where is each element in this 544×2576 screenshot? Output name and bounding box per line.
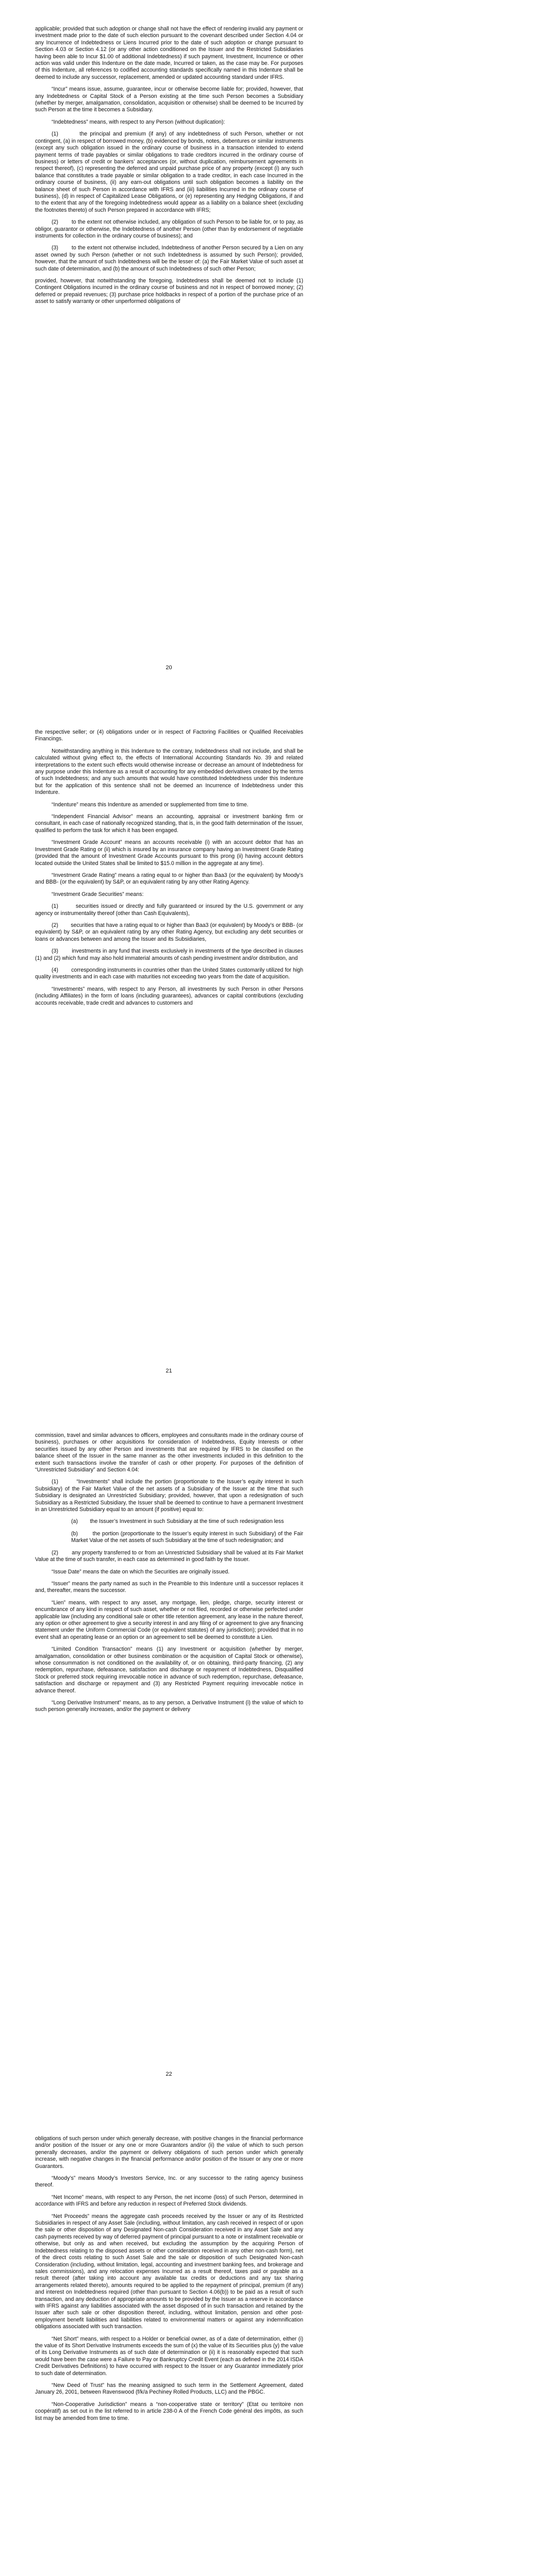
definition-investment-grade-rating: “Investment Grade Rating” means a rating equal to or higher than Baa3 (or the equivalent) by Moody’s and BBB- (or the equivalent) by S&P, or an equivalent rating by any other Rating Agency. xyxy=(35,872,303,886)
definition-incur: “Incur” means issue, assume, guarantee, incur or otherwise become liable for; provided, however, that any Indebtedness or Capital Stock of a Person existing at the time such Person becomes a Subsidiary (whether by merger, amalgamation, consolidation, acquisition or otherwise) shall be deemed to be Incurred by such Person at the time it becomes a Subsidiary. xyxy=(35,86,303,113)
definition-investment-grade-securities: “Investment Grade Securities” means: xyxy=(52,891,144,897)
clause-item: (1) “Investments” shall include the portion (proportionate to the Issuer’s equity interest in such Subsidiary) of the Fair Market Value of the net assets of a Subsidiary of the Issuer at the time that such Subsidiary is designated an Unrestricted Subsidiary; provided, however, that upon a redesignation of such Subsidiary as a Restricted Subsidiary, the Issuer shall be deemed to continue to have a permanent Investment in an Unrestricted Subsidiary equal to an amount (if positive) equal to: xyxy=(35,1479,303,1513)
clause-item: (2) to the extent not otherwise included, any obligation of such Person to be liable for, or to pay, as obligor, guarantor or otherwise, the Indebtedness of another Person (other than by endorsement of negotiable instruments for collection in the ordinary course of business); and xyxy=(35,219,303,239)
definition-moodys: “Moody’s” means Moody’s Investors Service, Inc. or any successor to the rating agency business thereof. xyxy=(35,2175,303,2189)
page-number: 22 xyxy=(166,2071,172,2077)
paragraph: the respective seller; or (4) obligations under or in respect of Factoring Facilities or Qualified Receivables Financings. xyxy=(35,729,303,742)
clause-item: (2) securities that have a rating equal to or higher than Baa3 (or equivalent) by Moody’s or BBB- (or equivalent) by S&P, or an equivalent rating by any other Rating Agency, but excluding any debt securities or loans or advances between and among the Issuer and its Subsidiaries, xyxy=(35,922,303,942)
definition-non-cooperative-jurisdiction: “Non-Cooperative Jurisdiction” means a “non-cooperative state or territory” (Etat ou territoire non coopératif) as set out in the list referred to in article 238-0 A of the French Code général des impôts, as such list may be amended from time to time. xyxy=(35,2401,303,2421)
page-body xyxy=(35,26,303,311)
definition-investment-grade-account: “Investment Grade Account” means an accounts receivable (i) with an account debtor that has an Investment Grade Rating or (ii) which is insured by an insurance company having an Investment Grade Rating (provided that the amount of Investment Grade Accounts pursuant to this prong (ii) having account debtors located outside the United States shall be limited to $15.0 million in the aggregate at any time). xyxy=(35,839,303,867)
document-page xyxy=(0,2110,544,2576)
paragraph: commission, travel and similar advances to officers, employees and consultants made in the ordinary course of business), purchases or other acquisitions for consideration of Indebtedness, Equity Interests or other securities issued by any other Person and investments that are required by IFRS to be classified on the balance sheet of the Issuer in the same manner as the other investments included in this definition to the extent such transactions involve the transfer of cash or other property. For purposes of the definition of “Unrestricted Subsidiary” and Section 4.04: xyxy=(35,1432,303,1473)
page-number: 20 xyxy=(166,665,172,671)
paragraph: Notwithstanding anything in this Indenture to the contrary, Indebtedness shall not include, and shall be calculated without giving effect to, the effects of International Accounting Standards No. 39 and related interpretations to the extent such effects would otherwise increase or decrease an amount of Indebtedness for any purpose under this Indenture as a result of accounting for any embedded derivatives created by the terms of such Indebtedness; and any such amounts that would have constituted Indebtedness under this Indenture but for the application of this sentence shall not be deemed an Incurrence of Indebtedness under this Indenture. xyxy=(35,748,303,796)
definition-net-proceeds: “Net Proceeds” means the aggregate cash proceeds received by the Issuer or any of its Restricted Subsidiaries in respect of any Asset Sale (including, without limitation, any cash received in respect of or upon the sale or other disposition of any Designated Non-cash Consideration received in any Asset Sale and any cash payments received by way of deferred payment of principal pursuant to a note or installment receivable or otherwise, but only as and when received, but excluding the assumption by the acquiring Person of Indebtedness relating to the disposed assets or other consideration received in any other non-cash form), net of the direct costs relating to such Asset Sale and the sale or disposition of such Designated Non-cash Consideration (including, without limitation, legal, accounting and investment banking fees, and brokerage and sales commissions), and any relocation expenses Incurred as a result thereof, taxes paid or payable as a result thereof (after taking into account any available tax credits or deductions and any tax sharing arrangements related thereto), amounts required to be applied to the repayment of principal, premium (if any) and interest on Indebtedness required (other than pursuant to Section 4.06(b)) to be paid as a result of such transaction, and any deduction of appropriate amounts to be provided by the Issuer as a reserve in accordance with IFRS against any liabilities associated with the asset disposed of in such transaction and retained by the Issuer after such sale or other disposition thereof, including, without limitation, pension and other post-employment benefit liabilities and liabilities related to environmental matters or against any indemnification obligations associated with such transaction. xyxy=(35,2213,303,2330)
sub-clause-item: (a) the Issuer’s Investment in such Subsidiary at the time of such redesignation less xyxy=(71,1518,284,1525)
clause-item: (1) the principal and premium (if any) of any indebtedness of such Person, whether or not contingent, (a) in respect of borrowed money, (b) evidenced by bonds, notes, debentures or similar instruments (except any such obligation issued in the ordinary course of business in a transaction intended to extend payment terms of trade payables or similar obligations to trade creditors incurred in the ordinary course of business) or letters of credit or bankers’ acceptances (or, without duplication, reimbursement agreements in respect thereof), (c) representing the deferred and unpaid purchase price of any property (except (i) any such balance that constitutes a trade payable or similar obligation to a trade creditor, in each case Incurred in the ordinary course of business, (ii) any earn-out obligations until such obligation becomes a liability on the balance sheet of such Person in accordance with IFRS and (iii) liabilities Incurred in the ordinary course of business), (d) in respect of Capitalized Lease Obligations, or (e) representing any Hedging Obligations, if and to the extent that any of the foregoing Indebtedness would appear as a liability on a balance sheet (excluding the footnotes thereto) of such Person prepared in accordance with IFRS; xyxy=(35,131,303,213)
clause-item: (2) any property transferred to or from an Unrestricted Subsidiary shall be valued at its Fair Market Value at the time of such transfer, in each case as determined in good faith by the Issuer. xyxy=(35,1549,303,1563)
definition-investments: “Investments” means, with respect to any Person, all investments by such Person in other Persons (including Affiliates) in the form of loans (including guarantees), advances or capital contributions (excluding accounts receivable, trade credit and advances to customers and xyxy=(35,986,303,1006)
definition-net-income: “Net Income” means, with respect to any Person, the net income (loss) of such Person, determined in accordance with IFRS and before any reduction in respect of Preferred Stock dividends. xyxy=(35,2194,303,2208)
paragraph: obligations of such person under which generally decrease, with positive changes in the financial performance and/or position of the Issuer or any one or more Guarantors and/or (ii) the value of which to such person generally decreases, and/or the payment or delivery obligations of such person under which generally increase, with negative changes in the financial performance and/or position of the Issuer or any one or more Guarantors. xyxy=(35,2136,303,2170)
clause-item: (3) to the extent not otherwise included, Indebtedness of another Person secured by a Lien on any asset owned by such Person (whether or not such Indebtedness is assumed by such Person); provided, however, that the amount of such Indebtedness will be the lesser of: (a) the Fair Market Value of such asset at such date of determination, and (b) the amount of such Indebtedness of such other Person; xyxy=(35,245,303,272)
clause-item: (1) securities issued or directly and fully guaranteed or insured by the U.S. government or any agency or instrumentality thereof (other than Cash Equivalents), xyxy=(35,903,303,917)
definition-limited-condition-transaction: “Limited Condition Transaction” means (1) any Investment or acquisition (whether by merger, amalgamation, consolidation or other business combination or the acquisition of Capital Stock or otherwise), whose consummation is not conditioned on the availability of, or on obtaining, third-party financing, (2) any redemption, repurchase, defeasance, satisfaction and discharge or repayment of Indebtedness, Disqualified Stock or preferred stock requiring irrevocable notice in advance of such redemption, repurchase, defeasance, satisfaction and discharge or repayment and (3) any Restricted Payment requiring irrevocable notice in advance thereof. xyxy=(35,1646,303,1694)
definition-issuer: “Issuer” means the party named as such in the Preamble to this Indenture until a successor replaces it and, thereafter, means the successor. xyxy=(35,1580,303,1594)
definition-indebtedness: “Indebtedness” means, with respect to any Person (without duplication): xyxy=(52,118,225,125)
definition-lien: “Lien” means, with respect to any asset, any mortgage, lien, pledge, charge, security interest or encumbrance of any kind in respect of such asset, whether or not filed, recorded or otherwise perfected under applicable law (including any conditional sale or other title retention agreement, any lease in the nature thereof, any option or other agreement to give a security interest in and any filing of or agreement to give any financing statement under the Uniform Commercial Code (or equivalent statutes) of any jurisdiction); provided that in no event shall an operating lease or an option or an agreement to sell be deemed to constitute a Lien. xyxy=(35,1599,303,1640)
paragraph: applicable; provided that such adoption or change shall not have the effect of rendering invalid any payment or investment made prior to the date of such election pursuant to the covenant described under Section 4.04 or any Incurrence of Indebtedness or Liens Incurred prior to the date of such adoption or change pursuant to Section 4.03 or Section 4.12 (or any other action conditioned on the Issuer and the Restricted Subsidiaries having been able to Incur $1.00 of additional Indebtedness) if such payment, Investment, Incurrence or other action was valid under this Indenture on the date made, Incurred or taken, as the case may be. For purposes of this Indenture, all references to codified accounting standards specifically named in this Indenture shall be deemed to include any successor, replacement, amended or updated accounting standard under IFRS. xyxy=(35,26,303,80)
document-page xyxy=(0,703,544,1406)
definition-net-short: “Net Short” means, with respect to a Holder or beneficial owner, as of a date of determination, either (i) the value of its Short Derivative Instruments exceeds the sum of (x) the value of its Securities plus (y) the value of its Long Derivative Instruments as of such date of determination or (ii) it is reasonably expected that such would have been the case were a Failure to Pay or Bankruptcy Credit Event (each as defined in the 2014 ISDA Credit Derivatives Definitions) to have occurred with respect to the Issuer or any Guarantor immediately prior to such date of determination. xyxy=(35,2335,303,2377)
definition-indenture: “Indenture” means this Indenture as amended or supplemented from time to time. xyxy=(52,801,249,808)
clause-item: (4) corresponding instruments in countries other than the United States customarily utilized for high quality investments and in each case with maturities not exceeding two years from the date of acquisition. xyxy=(35,967,303,980)
definition-issue-date: “Issue Date” means the date on which the Securities are originally issued. xyxy=(52,1568,230,1575)
document-page xyxy=(0,1406,544,2110)
document-page xyxy=(0,0,544,703)
page-body xyxy=(35,2136,303,2427)
definition-long-derivative-instrument: “Long Derivative Instrument” means, as to any person, a Derivative Instrument (i) the value of which to such person generally increases, and/or the payment or delivery xyxy=(35,1700,303,1713)
definition-independent-financial-advisor: “Independent Financial Advisor” means an accounting, appraisal or investment banking firm or consultant, in each case of nationally recognized standing, that is, in the good faith determination of the Issuer, qualified to perform the task for which it has been engaged. xyxy=(35,814,303,834)
sub-clause-item: (b) the portion (proportionate to the Issuer’s equity interest in such Subsidiary) of the Fair Market Value of the net assets of such Subsidiary at the time of such redesignation; and xyxy=(71,1530,303,1544)
definition-new-deed-of-trust: “New Deed of Trust” has the meaning assigned to such term in the Settlement Agreement, dated January 26, 2001, between Ravenswood (f/k/a Pechiney Rolled Products, LLC) and the PBGC. xyxy=(35,2382,303,2396)
clause-item: (3) investments in any fund that invests exclusively in investments of the type described in clauses (1) and (2) which fund may also hold immaterial amounts of cash pending investment and/or distribution, and xyxy=(35,948,303,961)
page-number: 21 xyxy=(166,1368,172,1374)
paragraph: provided, however, that notwithstanding the foregoing, Indebtedness shall be deemed not to include (1) Contingent Obligations incurred in the ordinary course of business and not in respect of borrowed money; (2) deferred or prepaid revenues; (3) purchase price holdbacks in respect of a portion of the purchase price of an asset to satisfy warranty or other unperformed obligations of xyxy=(35,278,303,305)
page-body xyxy=(35,729,303,1012)
page-body xyxy=(35,1432,303,1719)
